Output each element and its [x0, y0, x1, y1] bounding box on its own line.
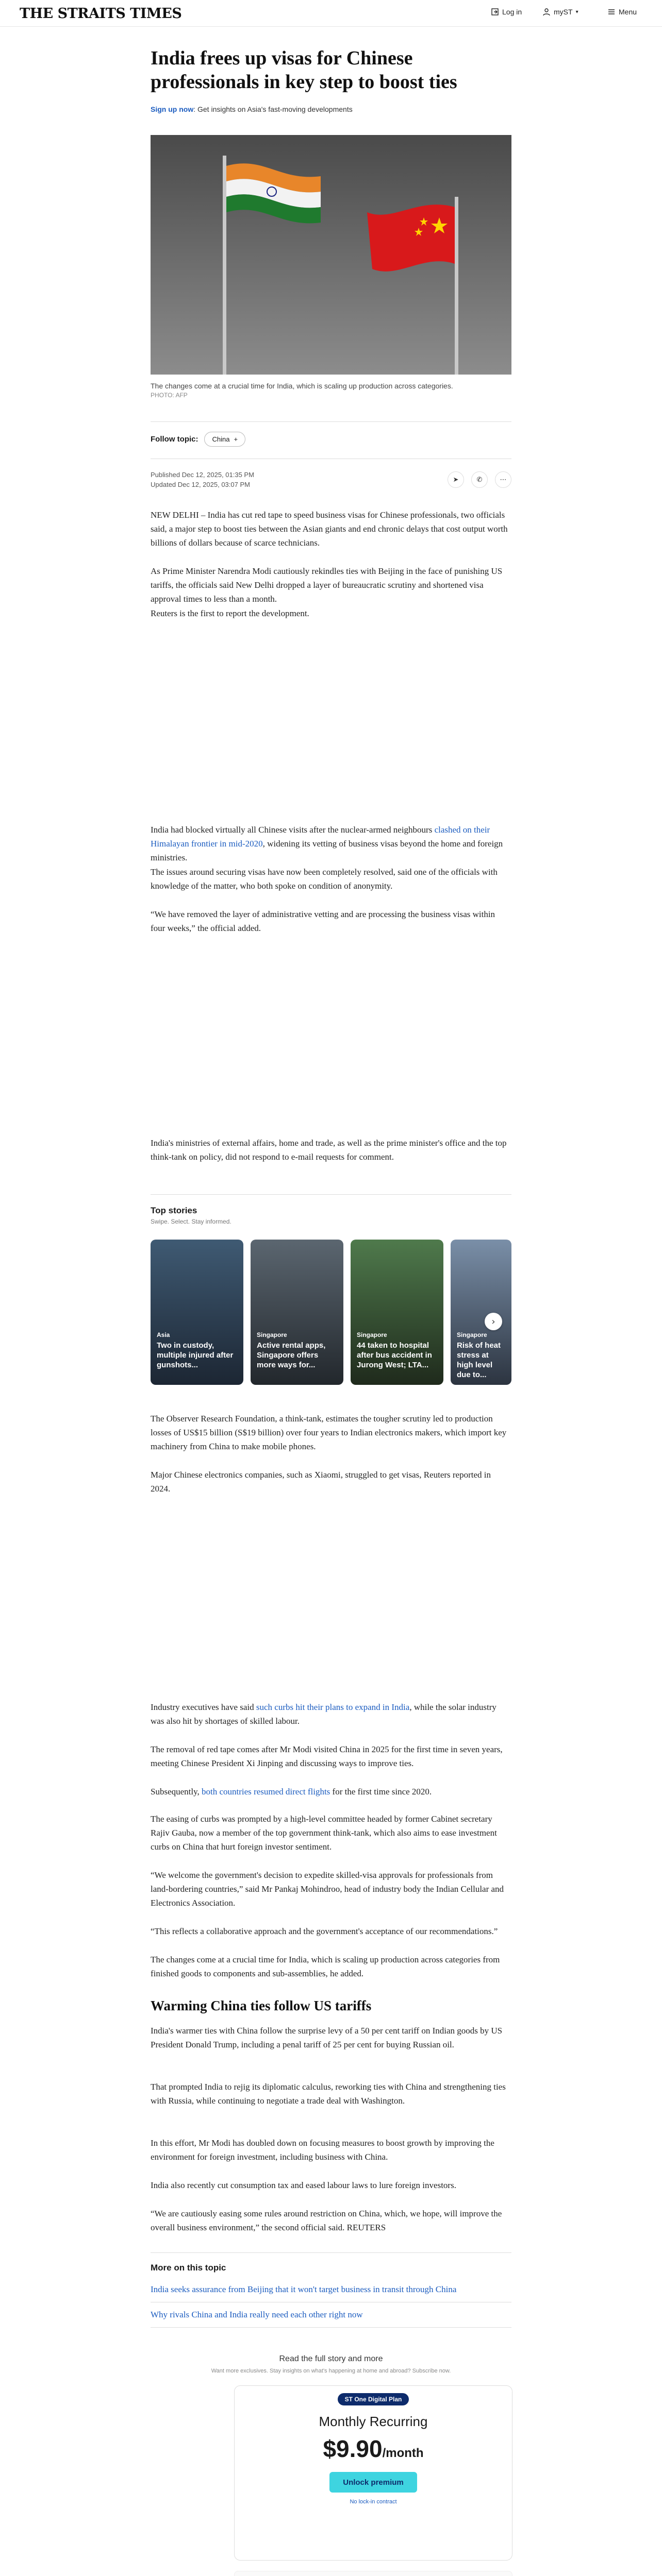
menu-label: Menu [619, 8, 637, 16]
myst-label: myST [554, 8, 573, 16]
story-tag: Asia [157, 1331, 170, 1338]
chevron-down-icon: ▾ [575, 9, 578, 15]
paragraph: The Observer Research Foundation, a think-tank, estimates the tougher scrutiny led to production losses of US$15 billion (S$19 billion) over four years to Indian electronics makers, which import key machinery from China to make mobile phones. [151, 1414, 507, 1451]
inline-link[interactable]: both countries resumed direct flights [202, 1787, 330, 1797]
paragraph: The changes come at a crucial time for India, which is scaling up production across categories from finished goods to components and sub-assemblies, he added. [151, 1955, 500, 1978]
menu-button[interactable] [607, 8, 637, 16]
paragraph: “We are cautiously easing some rules around restriction on China, which, we hope, will improve the overall business environment,” the second official said. REUTERS [151, 2209, 502, 2232]
user-icon [542, 8, 551, 16]
site-logo[interactable]: THE STRAITS TIMES [20, 6, 182, 22]
paragraph: In this effort, Mr Modi has doubled down on focusing measures to boost growth by improving the environment for foreign investment, including business with China. [151, 2138, 494, 2162]
plus-icon: + [234, 435, 238, 443]
inline-link[interactable]: such curbs hit their plans to expand in India [256, 1702, 410, 1712]
carousel-next-button[interactable] [485, 1313, 502, 1330]
updated-date: Updated Dec 12, 2025, 03:07 PM [151, 481, 250, 488]
related-link[interactable]: Why rivals China and India really need each other right now [151, 2302, 511, 2328]
paragraph [151, 1785, 511, 1799]
paragraph: India's ministries of external affairs, home and trade, as well as the prime minister's office and the top think-tank on policy, did not respond to e-mail requests for comment. [151, 1138, 507, 1162]
paragraph-text: Industry executives have said [151, 1702, 256, 1712]
chevron-right-icon: › [491, 1316, 495, 1327]
newsletter-signup [151, 105, 511, 113]
paragraph: The removal of red tape comes after Mr Modi visited China in 2025 for the first time in seven years, meeting Chinese President Xi Jinping and discussing ways to improve ties. [151, 1744, 503, 1768]
caption-text: The changes come at a crucial time for India, which is scaling up production across categories. [151, 382, 453, 390]
signup-text: : Get insights on Asia's fast-moving developments [193, 105, 353, 113]
more-topic-list [151, 2277, 511, 2328]
login-icon [491, 8, 499, 16]
follow-topic-row [151, 432, 511, 447]
paragraph: India also recently cut consumption tax and eased labour laws to lure foreign investors. [151, 2180, 456, 2190]
plan-name: Monthly Recurring [319, 2414, 428, 2429]
paragraph: “We have removed the layer of administrative vetting and are processing the business visas within four weeks,” the official added. [151, 909, 495, 933]
myst-button[interactable] [542, 8, 578, 16]
read-full-subtext: Want more exclusives. Stay insights on what's happening at home and abroad? Subscribe now. [211, 2368, 451, 2374]
follow-label: Follow topic: [151, 435, 198, 444]
unlock-premium-button[interactable]: Unlock premium [329, 2472, 417, 2493]
top-stories-title: Top stories [151, 1206, 197, 1215]
hamburger-icon [607, 8, 616, 16]
inline-link[interactable]: clashed on their Himalayan frontier in mid-2020 [151, 825, 490, 849]
login-button[interactable] [491, 8, 522, 16]
image-caption [151, 381, 511, 400]
paragraph: “This reflects a collaborative approach and the government's acceptance of our recommendations.” [151, 1926, 498, 1936]
plan-price: $9.90 [323, 2435, 383, 2462]
related-link[interactable]: India seeks assurance from Beijing that it won't target business in transit through China [151, 2277, 511, 2302]
subscription-card [234, 2385, 512, 2561]
paragraph: As Prime Minister Narendra Modi cautiously rekindles ties with Beijing in the face of punishing US tariffs, the officials said New Delhi dropped a layer of bureaucratic scrutiny and shortened visa approval times to less than a month. [151, 566, 503, 604]
paragraph: The issues around securing visas have now been completely resolved, said one of the officials with knowledge of the matter, who both spoke on condition of anonymity. [151, 867, 498, 891]
story-title: Two in custody, multiple injured after gunshots... [157, 1341, 234, 1369]
divider [151, 1194, 511, 1195]
telegram-icon[interactable]: ➤ [448, 471, 464, 488]
whatsapp-icon[interactable]: ✆ [471, 471, 488, 488]
follow-topic-button[interactable] [204, 432, 245, 447]
paragraph [151, 1700, 511, 1728]
story-tag: Singapore [357, 1331, 387, 1338]
signup-link[interactable]: Sign up now [151, 105, 194, 113]
photo-credit: PHOTO: AFP [151, 392, 188, 399]
article-title: India frees up visas for Chinese professionals in key step to boost ties [151, 47, 457, 93]
paragraph: That prompted India to rejig its diplomatic calculus, reworking ties with China and strengthening ties with Russia, while continuing to negotiate a trade deal with Washington. [151, 2082, 506, 2106]
story-card[interactable] [451, 1240, 511, 1385]
hero-image [151, 135, 511, 375]
divider [151, 421, 511, 422]
paragraph-text: , widening its vetting of business visas beyond the home and foreign ministries. [151, 839, 503, 862]
story-card[interactable] [351, 1240, 443, 1385]
story-title: Risk of heat stress at high level due to... [457, 1341, 501, 1379]
story-title: Active rental apps, Singapore offers more ways for... [257, 1341, 326, 1369]
paragraph-text: for the first time since 2020. [330, 1787, 432, 1797]
section-heading: Warming China ties follow US tariffs [151, 1998, 372, 2013]
paragraph [151, 823, 511, 865]
paragraph: “We welcome the government's decision to expedite skilled-visa approvals for professionals from land-bordering countries,” said Mr Pankaj Mohindroo, head of industry body the Indian Cellular and Electronics Association. [151, 1870, 504, 1908]
top-stories-subtitle: Swipe. Select. Stay informed. [151, 1218, 231, 1225]
story-tag: Singapore [457, 1331, 487, 1338]
paragraph: The easing of curbs was prompted by a high-level committee headed by former Cabinet secretary Rajiv Gauba, now a member of the top government think-tank, which also aims to ease investment curbs on China that hurt foreign investor sentiment. [151, 1814, 497, 1852]
story-card[interactable] [151, 1240, 243, 1385]
share-toolbar [448, 471, 511, 488]
paragraph-text: India had blocked virtually all Chinese visits after the nuclear-armed neighbours [151, 825, 435, 835]
read-full-heading: Read the full story and more [279, 2354, 383, 2363]
paragraph: Reuters is the first to report the development. [151, 608, 309, 618]
benefits-box [234, 2571, 512, 2576]
published-date: Published Dec 12, 2025, 01:35 PM [151, 471, 254, 479]
plan-badge: ST One Digital Plan [338, 2393, 409, 2405]
no-lockin-text: No lock-in contract [350, 2499, 397, 2505]
topic-label: China [212, 435, 230, 443]
paragraph: India's warmer ties with China follow the surprise levy of a 50 per cent tariff on Indian goods by US President Donald Trump, including a penal tariff of 25 per cent for buying Russian oil. [151, 2026, 503, 2049]
more-topic-title: More on this topic [151, 2263, 226, 2273]
paragraph: Major Chinese electronics companies, such as Xiaomi, struggled to get visas, Reuters reported in 2024. [151, 1470, 491, 1494]
site-header [0, 0, 662, 27]
plan-period: /month [382, 2446, 424, 2460]
paragraph-text: , while the solar industry was also hit by shortages of skilled labour. [151, 1702, 496, 1726]
more-share-icon[interactable]: ⋯ [495, 471, 511, 488]
divider [151, 2252, 511, 2253]
paragraph-text: Subsequently, [151, 1787, 202, 1797]
login-label: Log in [502, 8, 522, 16]
story-title: 44 taken to hospital after bus accident in Jurong West; LTA... [357, 1341, 432, 1369]
story-card[interactable] [251, 1240, 343, 1385]
paragraph: NEW DELHI – India has cut red tape to speed business visas for Chinese professionals, two officials said, a major step to boost ties between the Asian giants and end chronic delays that cost output worth billions of dollars because of scarce technicians. [151, 510, 508, 548]
story-tag: Singapore [257, 1331, 287, 1338]
